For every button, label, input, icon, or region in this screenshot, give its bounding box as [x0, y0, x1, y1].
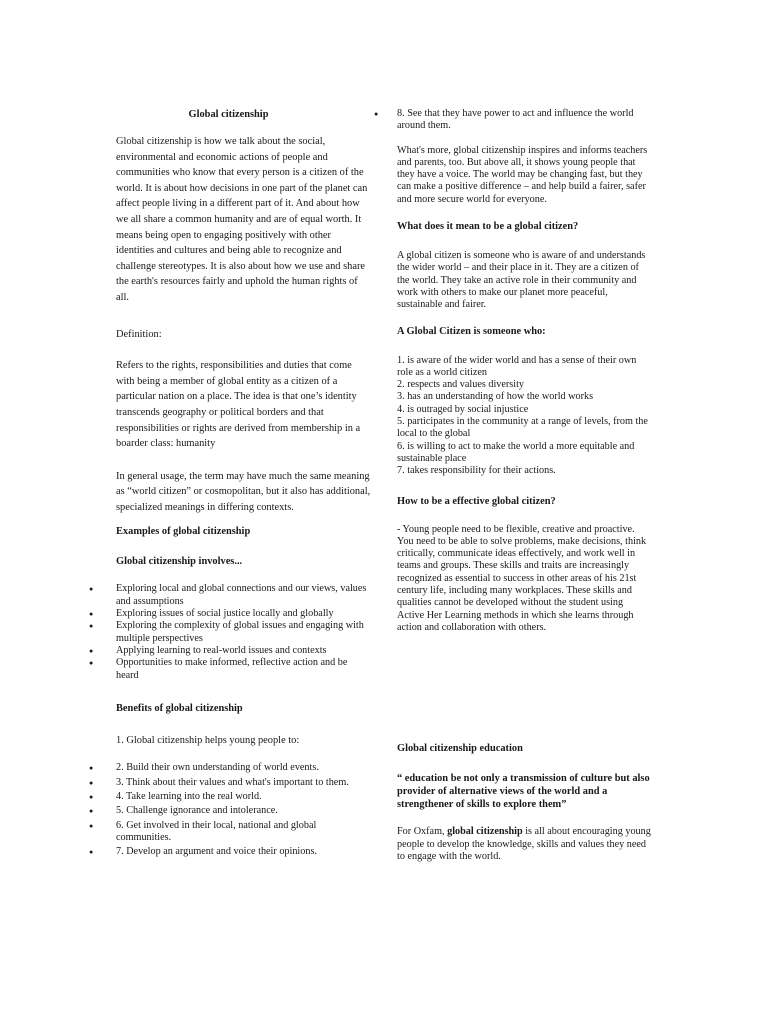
- benefits-heading: Benefits of global citizenship: [116, 702, 243, 714]
- usage-paragraph: In general usage, the term may have much the same meaning as “world citizen” or cosmopolitan, but it also has additional, specialized meanings in differing contexts.: [116, 470, 371, 513]
- list-item: 1. is aware of the wider world and has a sense of their own role as a world citizen: [397, 354, 637, 378]
- someone-list: [397, 355, 651, 478]
- list-item: ● Exploring the complexity of global issues and engaging with multiple perspectives: [116, 620, 371, 645]
- list-item: ● Applying learning to real-world issues and contexts: [116, 645, 371, 657]
- whats-more-paragraph: What's more, global citizenship inspires and informs teachers and parents, too. But above all, it shows young people that they have a voice. The world may be changing fast, but they can make a positive difference – and help build a fairer, safer and more secure world for everyone.: [397, 144, 648, 205]
- list-item: ● 6. Get involved in their local, national and global communities.: [116, 820, 371, 845]
- involves-list: [116, 583, 371, 681]
- list-item: ● 7. Develop an argument and voice their opinions.: [116, 846, 371, 858]
- definition-label: Definition:: [116, 328, 162, 340]
- list-item: ● Opportunities to make informed, reflective action and be heard: [116, 657, 371, 682]
- right-column: [397, 108, 651, 863]
- what-heading: What does it mean to be a global citizen?: [397, 221, 579, 233]
- someone-heading: A Global Citizen is someone who:: [397, 325, 546, 337]
- examples-heading: Examples of global citizenship: [116, 526, 251, 538]
- page-title: Global citizenship: [188, 109, 269, 120]
- list-item: 3. has an understanding of how the world works: [397, 391, 594, 403]
- list-item: 7. takes responsibility for their actions.: [397, 465, 556, 477]
- oxfam-bold-term: global citizenship: [447, 826, 523, 838]
- how-paragraph: - Young people need to be flexible, creative and proactive. You need to be able to solve problems, make decisions, think critically, communicate ideas effectively, and work well in teams and groups. These skills and traits are increasingly recognized as essential to success in other areas of his 21st century life, including many workplaces. These skills and qualities cannot be developed without the student using Active Her Learning methods in which she learns through action and collaboration with others.: [397, 523, 647, 633]
- definition-paragraph: Refers to the rights, responsibilities and duties that come with being a member of global entity as a citizen of a particular nation on a place. The idea is that one’s identity transcends geography or political borders and that responsibilities or rights are derived from membership in a boarder class: humanity: [116, 360, 361, 450]
- benefits-list: [116, 762, 371, 858]
- what-paragraph: A global citizen is someone who is aware of and understands the wider world – and their place in it. They are a citizen of the world. They take an active role in their community and work with others to make our planet more peaceful, sustainable and fairer.: [397, 250, 646, 311]
- list-item: ● Exploring local and global connections and our views, values and assumptions: [116, 583, 371, 608]
- education-heading: Global citizenship education: [397, 743, 523, 755]
- benefits-intro: 1. Global citizenship helps young people to:: [116, 734, 300, 746]
- oxfam-suffix: is all about encouraging young people to develop the knowledge, skills and values they need to engage with the world.: [397, 826, 651, 862]
- list-item: ● Exploring issues of social justice locally and globally: [116, 608, 371, 620]
- list-item: 6. is willing to act to make the world a more equitable and sustainable place: [397, 440, 635, 464]
- list-item: ● 4. Take learning into the real world.: [116, 791, 371, 803]
- list-item: ● 8. See that they have power to act and influence the world around them.: [397, 108, 651, 133]
- list-item: ● 2. Build their own understanding of world events.: [116, 762, 371, 774]
- list-item: 4. is outraged by social injustice: [397, 403, 529, 415]
- oxfam-paragraph: [397, 826, 651, 863]
- list-item: ● 5. Challenge ignorance and intolerance.: [116, 805, 371, 817]
- intro-paragraph: Global citizenship is how we talk about the social, environmental and economic actions of people and communities who know that every person is a citizen of the world. It is about how decisions in one part of the planet can affect people living in a different part of it. And about how we all share a common humanity and are of equal worth. It means being open to engaging positively with other identities and cultures and being able to recognize and challenge stereotypes. It is also about how we use and share the earth's resources fairly and uphold the human rights of all.: [116, 136, 368, 303]
- education-quote: “ education be not only a transmission of culture but also provider of alternative views of the world and a strengthener of skills to explore them”: [397, 773, 650, 811]
- continued-benefits-list: [397, 108, 651, 133]
- oxfam-prefix: For Oxfam,: [397, 826, 448, 838]
- how-heading: How to be a effective global citizen?: [397, 495, 556, 507]
- list-item: 2. respects and values diversity: [397, 379, 525, 391]
- list-item: ● 3. Think about their values and what's important to them.: [116, 777, 371, 789]
- list-item: 5. participates in the community at a range of levels, from the local to the global: [397, 416, 648, 440]
- involves-heading: Global citizenship involves...: [116, 556, 243, 568]
- left-column: [116, 108, 371, 859]
